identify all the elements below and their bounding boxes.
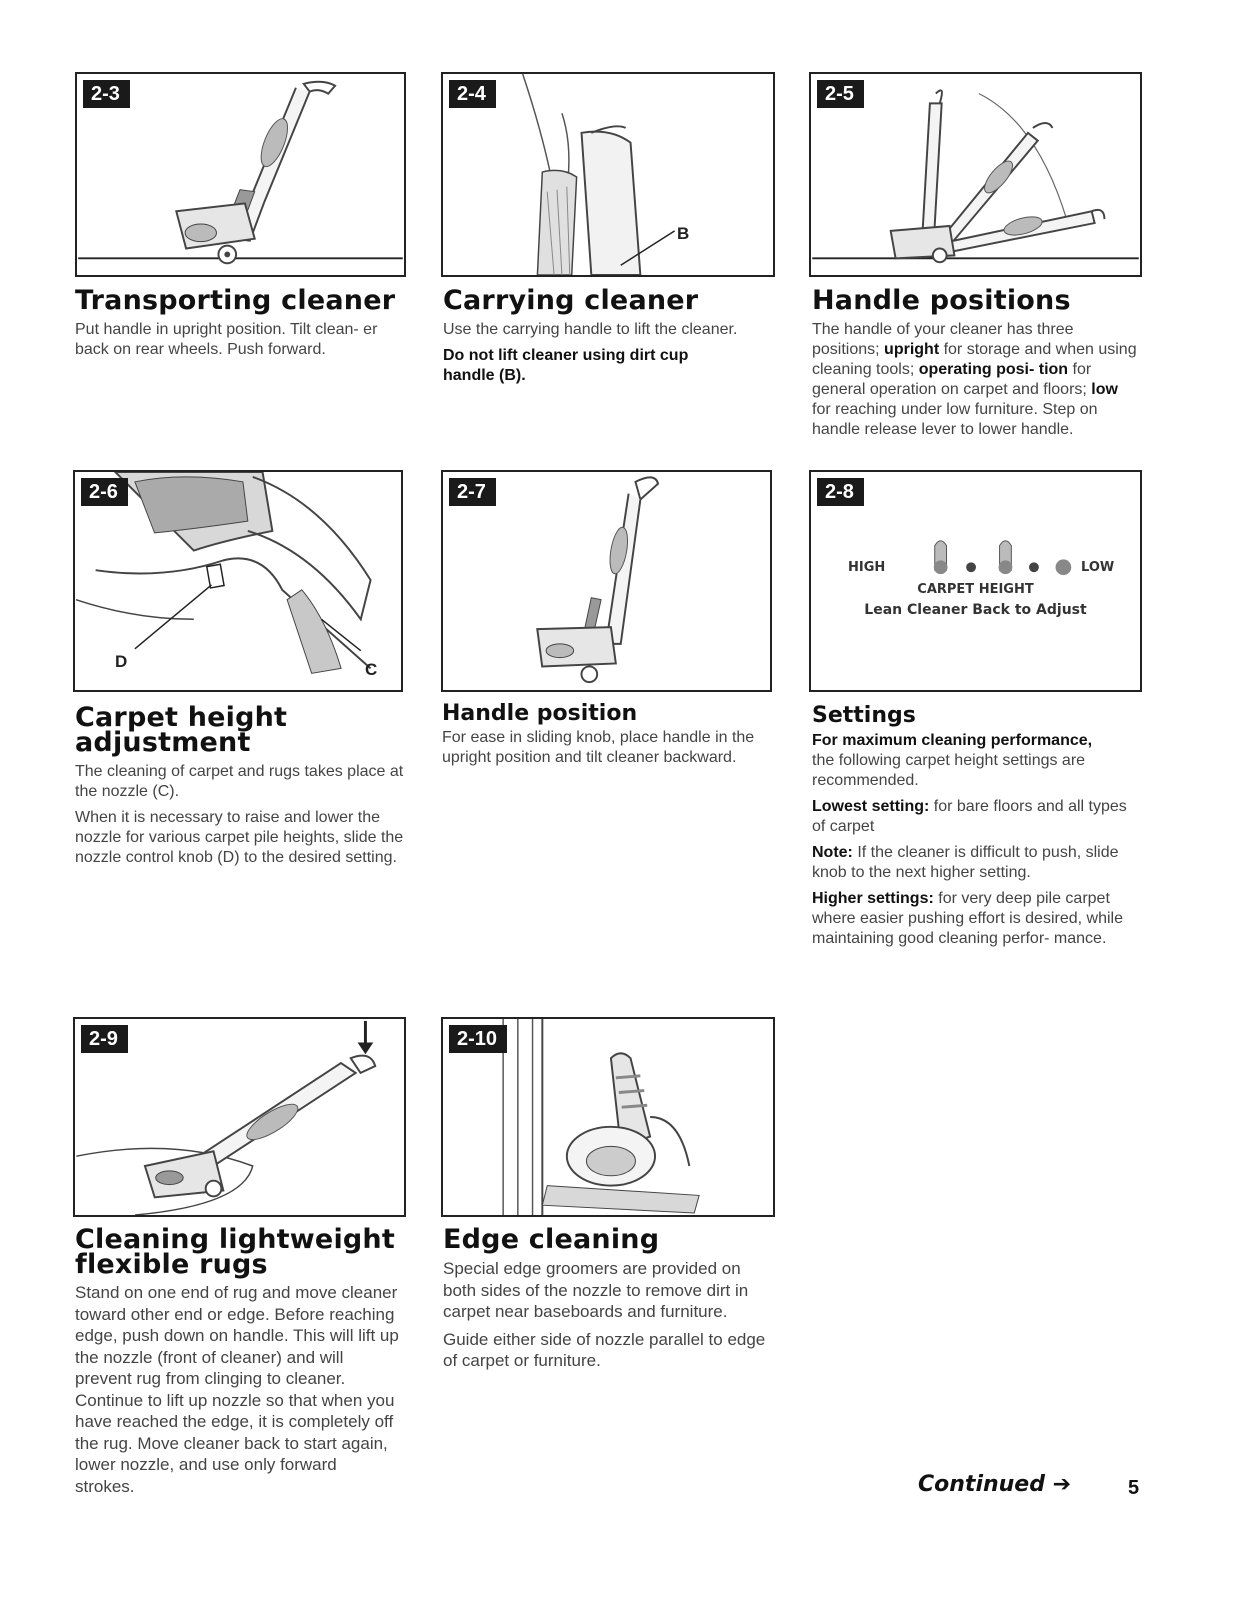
label-carpet-height: CARPET HEIGHT: [917, 582, 1034, 597]
figure-badge: 2-5: [817, 80, 864, 108]
paragraph: [812, 320, 1137, 440]
paragraph: Guide either side of nozzle parallel to edge of carpet or furniture.: [443, 1329, 766, 1370]
figure-2-10: [441, 1017, 775, 1217]
bold-upright: upright: [884, 341, 940, 358]
paragraph: Put handle in upright position. Tilt clean- er back on rear wheels. Push forward.: [75, 321, 378, 358]
paragraph: [812, 843, 1142, 883]
heading-settings: Settings: [812, 703, 916, 728]
heading-edge-cleaning: Edge cleaning: [443, 1224, 660, 1255]
paragraph: When it is necessary to raise and lower the nozzle for various carpet pile heights, slide the nozzle control knob (D) to the desired setting.: [75, 809, 404, 866]
paragraph: Special edge groomers are provided on both sides of the nozzle to remove dirt in carpet near baseboards and furniture.: [443, 1259, 749, 1321]
text-handle-positions: [812, 320, 1137, 446]
heading-line: adjustment: [75, 727, 251, 758]
paragraph: The cleaning of carpet and rugs takes place at the nozzle (C).: [75, 763, 404, 800]
heading-line: flexible rugs: [75, 1249, 268, 1280]
bold-note: Note:: [812, 844, 853, 861]
warning-text: Do not lift cleaner using dirt cup handle (B).: [443, 347, 689, 384]
figure-badge: 2-8: [817, 478, 864, 506]
label-lean-back: Lean Cleaner Back to Adjust: [864, 602, 1087, 618]
text-transporting-cleaner: [75, 320, 395, 366]
page-number: 5: [1128, 1477, 1140, 1499]
figure-badge: 2-9: [81, 1025, 128, 1053]
text-span: The handle of your cleaner has three positions;: [812, 321, 1074, 358]
text-carrying-cleaner: [443, 320, 743, 392]
heading-line: Carpet height: [75, 702, 288, 733]
bold-higher: Higher settings:: [812, 890, 934, 907]
callout-d: D: [115, 652, 128, 671]
figure-2-4: [441, 72, 775, 277]
heading-carrying-cleaner: Carrying cleaner: [443, 285, 699, 316]
text-span: for reaching under low furniture. Step on handle release lever to lower handle.: [812, 401, 1098, 438]
figure-badge: 2-10: [449, 1025, 507, 1053]
text-cleaning-lightweight-rugs: [75, 1282, 400, 1503]
figure-2-7: [441, 470, 772, 692]
bold-operating-position: operating posi- tion: [918, 361, 1069, 378]
paragraph: [812, 889, 1142, 949]
heading-handle-position: Handle position: [442, 701, 638, 726]
text-span: the following carpet height settings are recommended.: [812, 752, 1086, 789]
heading-line: Cleaning lightweight: [75, 1224, 395, 1255]
text-span: for storage and when using cleaning tools;: [812, 341, 1137, 378]
figure-2-8: [809, 470, 1142, 692]
bold-low: low: [1091, 381, 1118, 398]
paragraph: Use the carrying handle to lift the cleaner.: [443, 321, 738, 338]
figure-2-5: [809, 72, 1142, 277]
heading-carpet-height-adjustment: [75, 702, 288, 758]
figure-badge: 2-6: [81, 478, 128, 506]
heading-cleaning-lightweight-rugs: [75, 1224, 395, 1280]
figure-2-9: [73, 1017, 406, 1217]
paragraph: For ease in sliding knob, place handle in the upright position and tilt cleaner backward.: [442, 729, 755, 766]
text-handle-position: [442, 728, 772, 774]
figure-2-3: [75, 72, 406, 277]
paragraph: [812, 731, 1142, 791]
figure-badge: 2-3: [83, 80, 130, 108]
bold-lead: For maximum cleaning performance,: [812, 732, 1093, 749]
paragraph: Stand on one end of rug and move cleaner toward other end or edge. Before reaching edge, push down on handle. This will lift up the nozzle (front of cleaner) and will prevent rug from clinging to cleaner. Continue to lift up nozzle so that when you have reached the edge, it is completely off the rug. Move cleaner back to start again, lower nozzle, and use only forward strokes.: [75, 1283, 399, 1496]
text-span: If the cleaner is difficult to push, slide knob to the next higher setting.: [812, 844, 1119, 881]
text-span: for general operation on carpet and floors;: [812, 361, 1092, 398]
text-span: for bare floors and all types of carpet: [812, 798, 1127, 835]
continued-label: Continued ➔: [918, 1472, 1072, 1497]
text-span: for very deep pile carpet where easier pushing effort is desired, while maintaining good cleaning perfor- mance.: [812, 890, 1123, 947]
text-edge-cleaning: [443, 1258, 778, 1378]
text-carpet-height-adjustment: [75, 762, 405, 874]
label-low: LOW: [1081, 560, 1115, 575]
heading-transporting-cleaner: Transporting cleaner: [75, 285, 396, 316]
paragraph: [812, 797, 1142, 837]
heading-handle-positions: Handle positions: [812, 285, 1071, 316]
figure-2-6: [73, 470, 403, 692]
text-settings: [812, 731, 1142, 955]
callout-b: B: [677, 224, 690, 243]
bold-lowest: Lowest setting:: [812, 798, 930, 815]
callout-c: C: [365, 660, 378, 679]
label-high: HIGH: [848, 560, 886, 575]
figure-badge: 2-4: [449, 80, 496, 108]
figure-badge: 2-7: [449, 478, 496, 506]
